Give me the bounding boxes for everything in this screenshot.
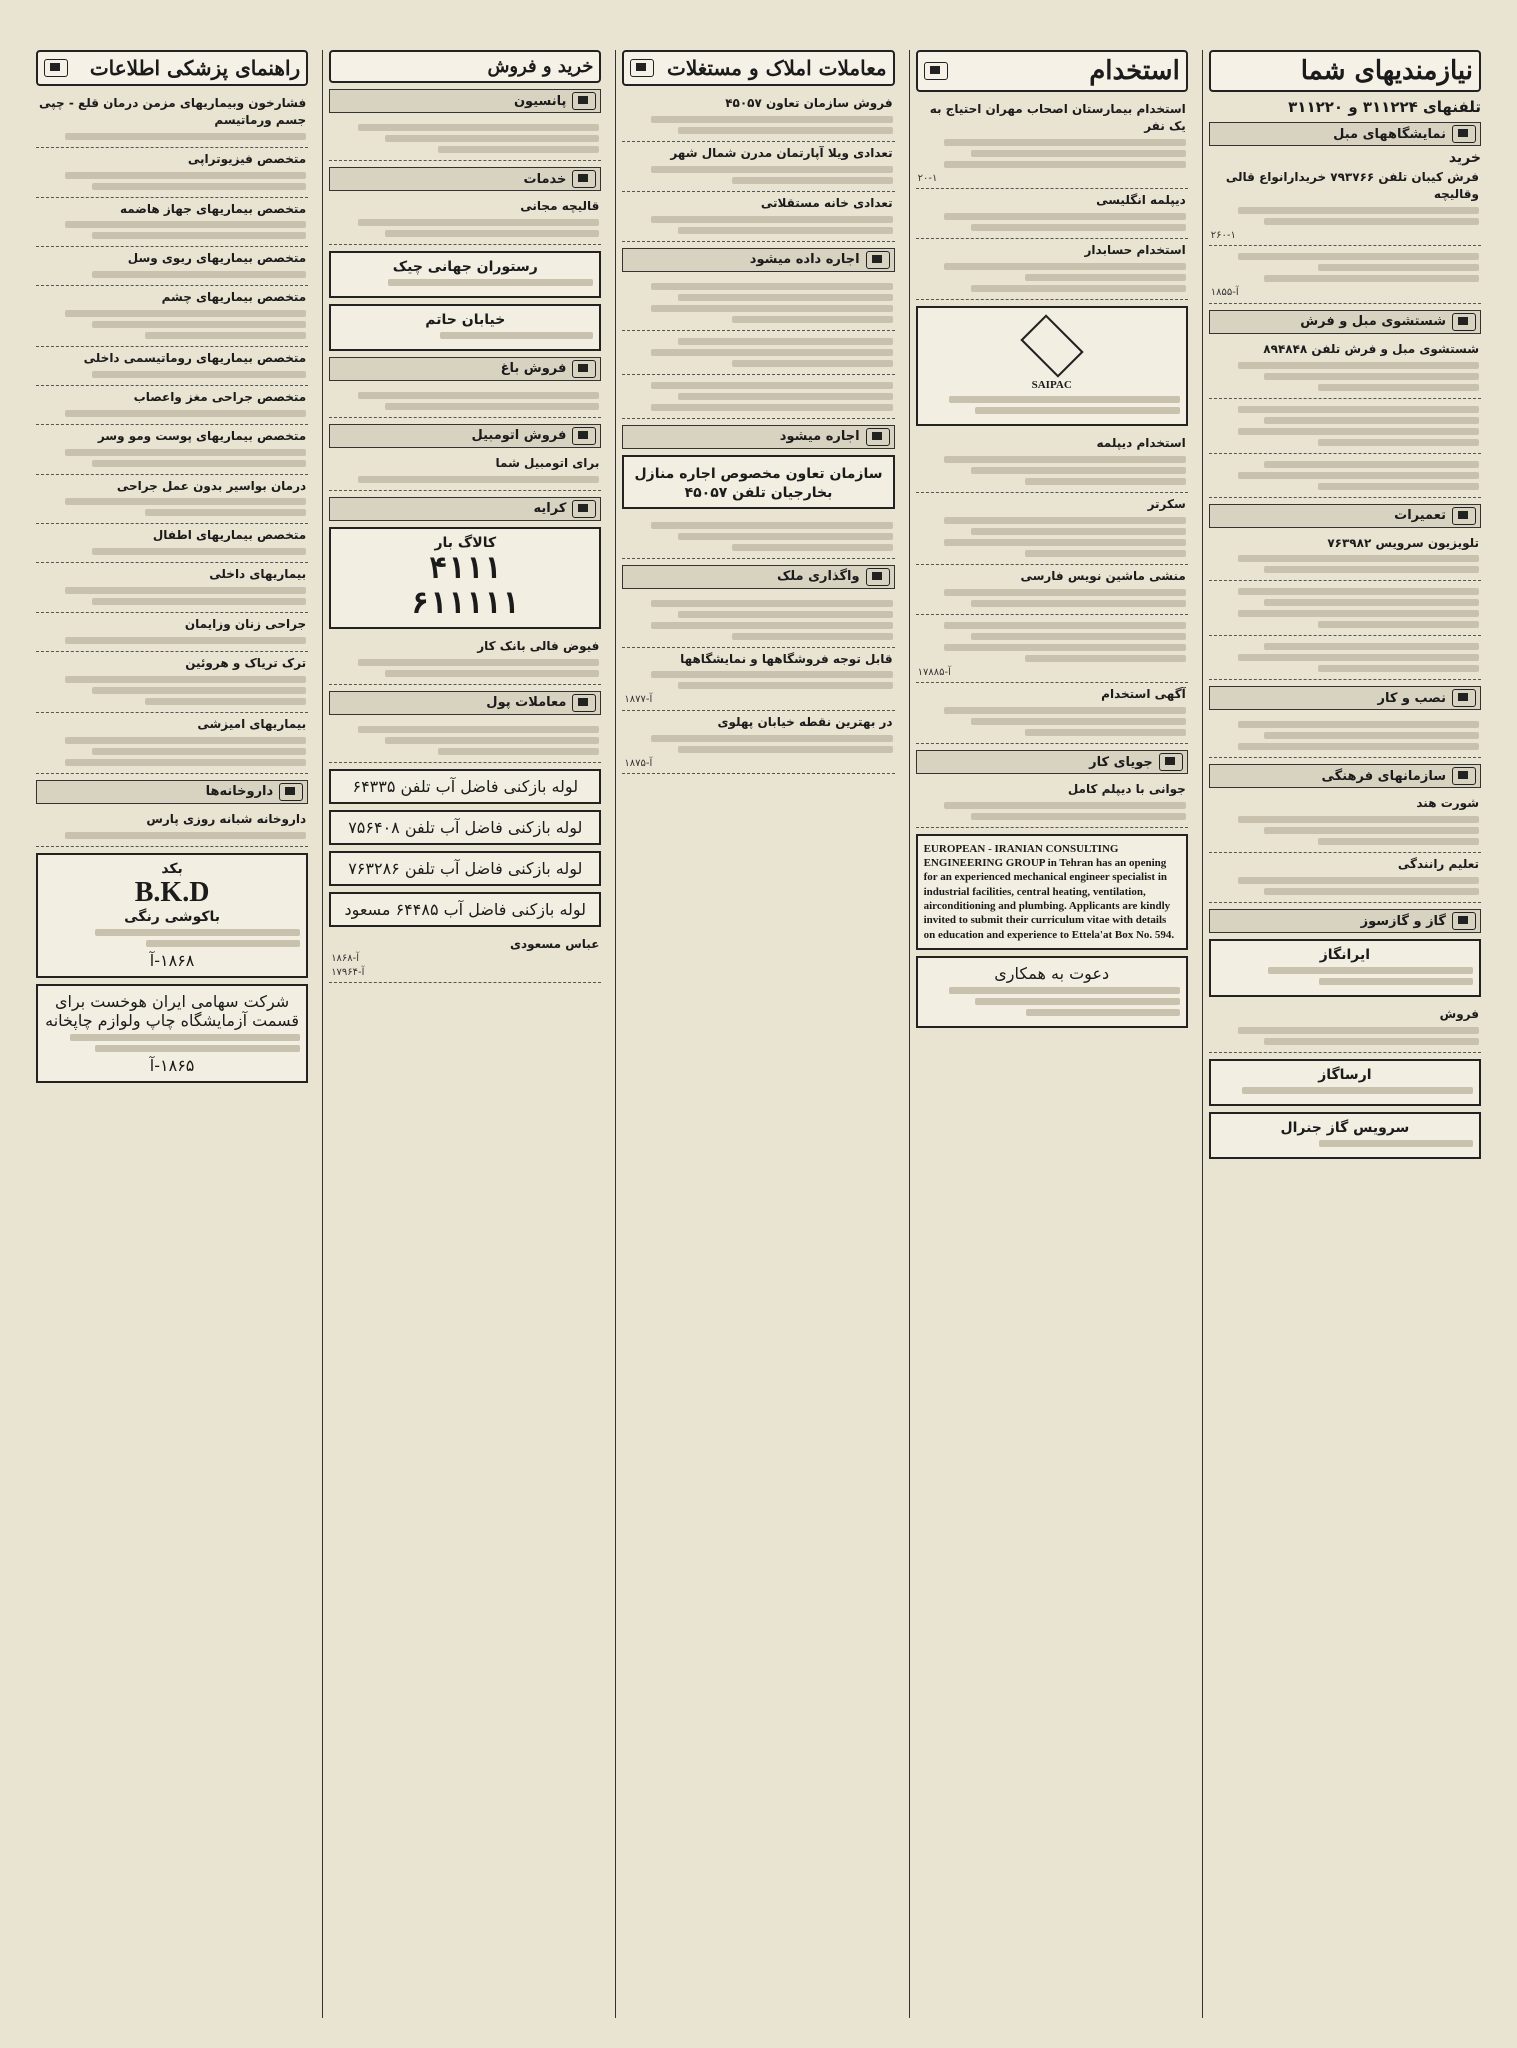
- column-header: [1209, 50, 1481, 92]
- doctor-ad: متخصص بیماریهای روماتیسمی داخلی: [36, 347, 308, 386]
- column-header: [36, 50, 308, 86]
- column-employment: [909, 50, 1194, 2018]
- section-title: نمایشگاههای مبل: [1209, 122, 1481, 146]
- column-real-estate: [615, 50, 900, 2018]
- classified-ad: فیوض فالی بانک کار: [329, 635, 601, 685]
- section-title: گاز و گازسوز: [1209, 909, 1481, 933]
- arsagas-ad: ارساگاز: [1209, 1059, 1481, 1106]
- section-title: واگذاری ملک: [622, 565, 894, 589]
- classified-ad: [1209, 714, 1481, 758]
- classified-ad: دیپلمه انگلیسی: [916, 189, 1188, 239]
- classified-ad: تلویزیون سرویس ۷۶۳۹۸۲: [1209, 532, 1481, 582]
- classified-ad: برای اتومبیل شما: [329, 452, 601, 491]
- house-icon: [630, 59, 654, 77]
- doctor-ad: جراحی زنان وزایمان: [36, 613, 308, 652]
- classified-ad: [1209, 581, 1481, 636]
- header-phones: تلفنهای ۳۱۱۲۲۴ و ۳۱۱۲۲۰: [1288, 98, 1481, 116]
- column-title: استخدام: [1089, 56, 1180, 86]
- pipe-ad: لوله بازکنی فاضل آب تلفن ۷۶۳۲۸۶: [329, 851, 601, 886]
- classified-ad: قابل توجه فروشگاهها و نمایشگاهها ۱۸۷۷-آ: [622, 648, 894, 711]
- medical-cup-icon: [44, 59, 68, 77]
- section-heading: خرید: [1448, 150, 1481, 166]
- classified-ad: ۱۷۸۸۵-آ: [916, 615, 1188, 684]
- doctor-ad: درمان بواسیر بدون عمل جراحی: [36, 475, 308, 525]
- section-title: داروخانه‌ها: [36, 780, 308, 804]
- handshake-icon: [866, 568, 890, 586]
- classified-ad: [622, 276, 894, 331]
- column-title: معاملات املاک و مستغلات: [667, 56, 887, 80]
- money-icon: [572, 694, 596, 712]
- kalagbar-ad: کالاگ بار ۴۱۱۱ ۶۱۱۱۱۱: [329, 527, 601, 629]
- hatam-ad: خیابان حاتم: [329, 304, 601, 351]
- column-medical-guide: [30, 50, 314, 2018]
- key-icon: [866, 251, 890, 269]
- column-buy-sell: [322, 50, 607, 2018]
- classified-ad: [1209, 454, 1481, 498]
- classified-ad: [622, 331, 894, 375]
- doctor-ad: متخصص بیماریهای پوست ومو وسر: [36, 425, 308, 475]
- section-title: فروش باغ: [329, 357, 601, 381]
- doctor-ad: متخصص فیزیوتراپی: [36, 148, 308, 198]
- truck-icon: [572, 500, 596, 518]
- classified-ad: [1209, 636, 1481, 680]
- bottom-ad: دعوت به همکاری: [916, 956, 1188, 1028]
- doctor-ad: متخصص جراحی مغز واعصاب: [36, 386, 308, 425]
- key-icon: [866, 428, 890, 446]
- section-title: خدمات: [329, 167, 601, 191]
- column-classifieds-yours: [1202, 50, 1487, 2018]
- gas-ad: ایرانگاز: [1209, 939, 1481, 997]
- restaurant-ad: رستوران جهانی چیک: [329, 251, 601, 298]
- wrench-icon: [1452, 507, 1476, 525]
- classified-ad: ۱۸۵۵-آ: [1209, 246, 1481, 304]
- classified-ad: منشی ماشین نویس فارسی: [916, 565, 1188, 615]
- classified-ad: شورت هند: [1209, 792, 1481, 853]
- section-title: اجاره داده میشود: [622, 248, 894, 272]
- washer-icon: [1452, 313, 1476, 331]
- carpet-icon: [572, 170, 596, 188]
- classified-ad: فروش سازمان تعاون ۴۵۰۵۷: [622, 92, 894, 142]
- section-title: نصب و کار: [1209, 686, 1481, 710]
- tools-icon: [1452, 689, 1476, 707]
- person-icon: [1159, 753, 1183, 771]
- classified-ad: استخدام بیمارستان اصحاب مهران احتیاج به یک نفر ۲۰-۱: [916, 98, 1188, 189]
- doctor-ad: متخصص بیماریهای اطفال: [36, 524, 308, 563]
- section-title: تعمیرات: [1209, 504, 1481, 528]
- classified-ad: تعلیم رانندگی: [1209, 853, 1481, 903]
- pharmacy-icon: [279, 783, 303, 801]
- doctor-ad: متخصص بیماریهای ریوی وسل: [36, 247, 308, 286]
- house-icon: [572, 92, 596, 110]
- cooperative-ad: سازمان تعاون مخصوص اجاره منازل بخارجیان تلفن ۴۵۰۵۷: [622, 455, 894, 509]
- classified-ad: [329, 385, 601, 418]
- section-title: جویای کار: [916, 750, 1188, 774]
- classified-ad: [1209, 399, 1481, 454]
- classified-ad: [329, 719, 601, 763]
- book-icon: [1452, 767, 1476, 785]
- pipe-ad: لوله بازکنی فاضل آب ۶۴۴۸۵ مسعود: [329, 892, 601, 927]
- pipe-ad: لوله بازکنی فاضل آب تلفن ۷۵۶۴۰۸: [329, 810, 601, 845]
- doctor-ad: متخصص بیماریهای جهاز هاضمه: [36, 198, 308, 248]
- classified-ad: فروش: [1209, 1003, 1481, 1053]
- saipac-ad: SAIPAC: [916, 306, 1188, 426]
- column-title: نیازمندیهای شما: [1300, 56, 1473, 86]
- classified-ad: جوانی با دیپلم کامل: [916, 778, 1188, 828]
- classified-ad: تعدادی ویلا آپارتمان مدرن شمال شهر: [622, 142, 894, 192]
- sofa-icon: [1452, 125, 1476, 143]
- classified-ad: سکرتر: [916, 493, 1188, 565]
- classified-ad: قالیچه مجانی: [329, 195, 601, 245]
- doctor-ad: فشارخون وبیماریهای مزمن درمان قلع - چپی جسم ورماتیسم: [36, 92, 308, 148]
- english-ad: EUROPEAN - IRANIAN CONSULTING ENGINEERING GROUP in Tehran has an opening for an experienced mechanical engineer specialist in industrial facilities, central heating, ventilation, airconditioning and plumbing. Applicants are kindly invited to submit their curriculum vitae with details on education and experience to Ettela'at Box No. 594.: [916, 834, 1188, 950]
- section-title: پانسیون: [329, 89, 601, 113]
- building-icon: [924, 62, 948, 80]
- column-header: [916, 50, 1188, 92]
- saipac-logo-icon: [1020, 314, 1083, 377]
- column-title: راهنمای پزشکی اطلاعات: [89, 56, 301, 80]
- bkd-ad: بکد B.K.D باکوشی رنگی ۱۸۶۸-آ: [36, 853, 308, 978]
- doctor-ad: بیماریهای امیزشی: [36, 713, 308, 774]
- hoechst-ad: شرکت سهامی ایران هوخست برای قسمت آزمایشگاه چاپ ولوازم چاپخانه ۱۸۶۵-آ: [36, 984, 308, 1083]
- pharmacy-ad: داروخانه شبانه روزی پارس: [36, 808, 308, 847]
- gas-cylinder-icon: [1452, 912, 1476, 930]
- section-title: فروش اتومبیل: [329, 424, 601, 448]
- doctor-ad: متخصص بیماریهای چشم: [36, 286, 308, 347]
- column-title: خرید و فروش: [487, 56, 594, 77]
- car-icon: [572, 427, 596, 445]
- classified-ad: استخدام دیپلمه: [916, 432, 1188, 493]
- classified-ad: فرش کیبان تلفن ۷۹۳۷۶۶ خریدارانواع قالی وقالیچه ۲۶۰-۱: [1209, 166, 1481, 246]
- pipe-ad: لوله بازکنی فاضل آب تلفن ۶۴۳۳۵: [329, 769, 601, 804]
- general-gas-ad: سرویس گاز جنرال: [1209, 1112, 1481, 1159]
- classified-ad: [622, 593, 894, 648]
- section-title: کرایه: [329, 497, 601, 521]
- column-header: [329, 50, 601, 83]
- section-title: شستشوی مبل و فرش: [1209, 310, 1481, 334]
- classified-ad: عباس مسعودی ۱۸۶۸-آ ۱۷۹۶۴-آ: [329, 933, 601, 984]
- classified-ad: استخدام حسابدار: [916, 239, 1188, 300]
- tree-icon: [572, 360, 596, 378]
- classified-ad: آگهی استخدام: [916, 683, 1188, 744]
- section-title: اجاره میشود: [622, 425, 894, 449]
- classified-ad: تعدادی خانه مستقلاتی: [622, 192, 894, 242]
- section-title: معاملات پول: [329, 691, 601, 715]
- classified-ad: [622, 375, 894, 419]
- doctor-ad: بیماریهای داخلی: [36, 563, 308, 613]
- classified-ad: [329, 117, 601, 161]
- section-title: سازمانهای فرهنگی: [1209, 764, 1481, 788]
- classified-ad: شستشوی مبل و فرش تلفن ۸۹۴۸۴۸: [1209, 338, 1481, 399]
- column-header: [622, 50, 894, 86]
- classified-ad: در بهترین نقطه خیابان پهلوی ۱۸۷۵-آ: [622, 711, 894, 774]
- classified-ad: [622, 515, 894, 559]
- doctor-ad: ترک تریاک و هروئین: [36, 652, 308, 713]
